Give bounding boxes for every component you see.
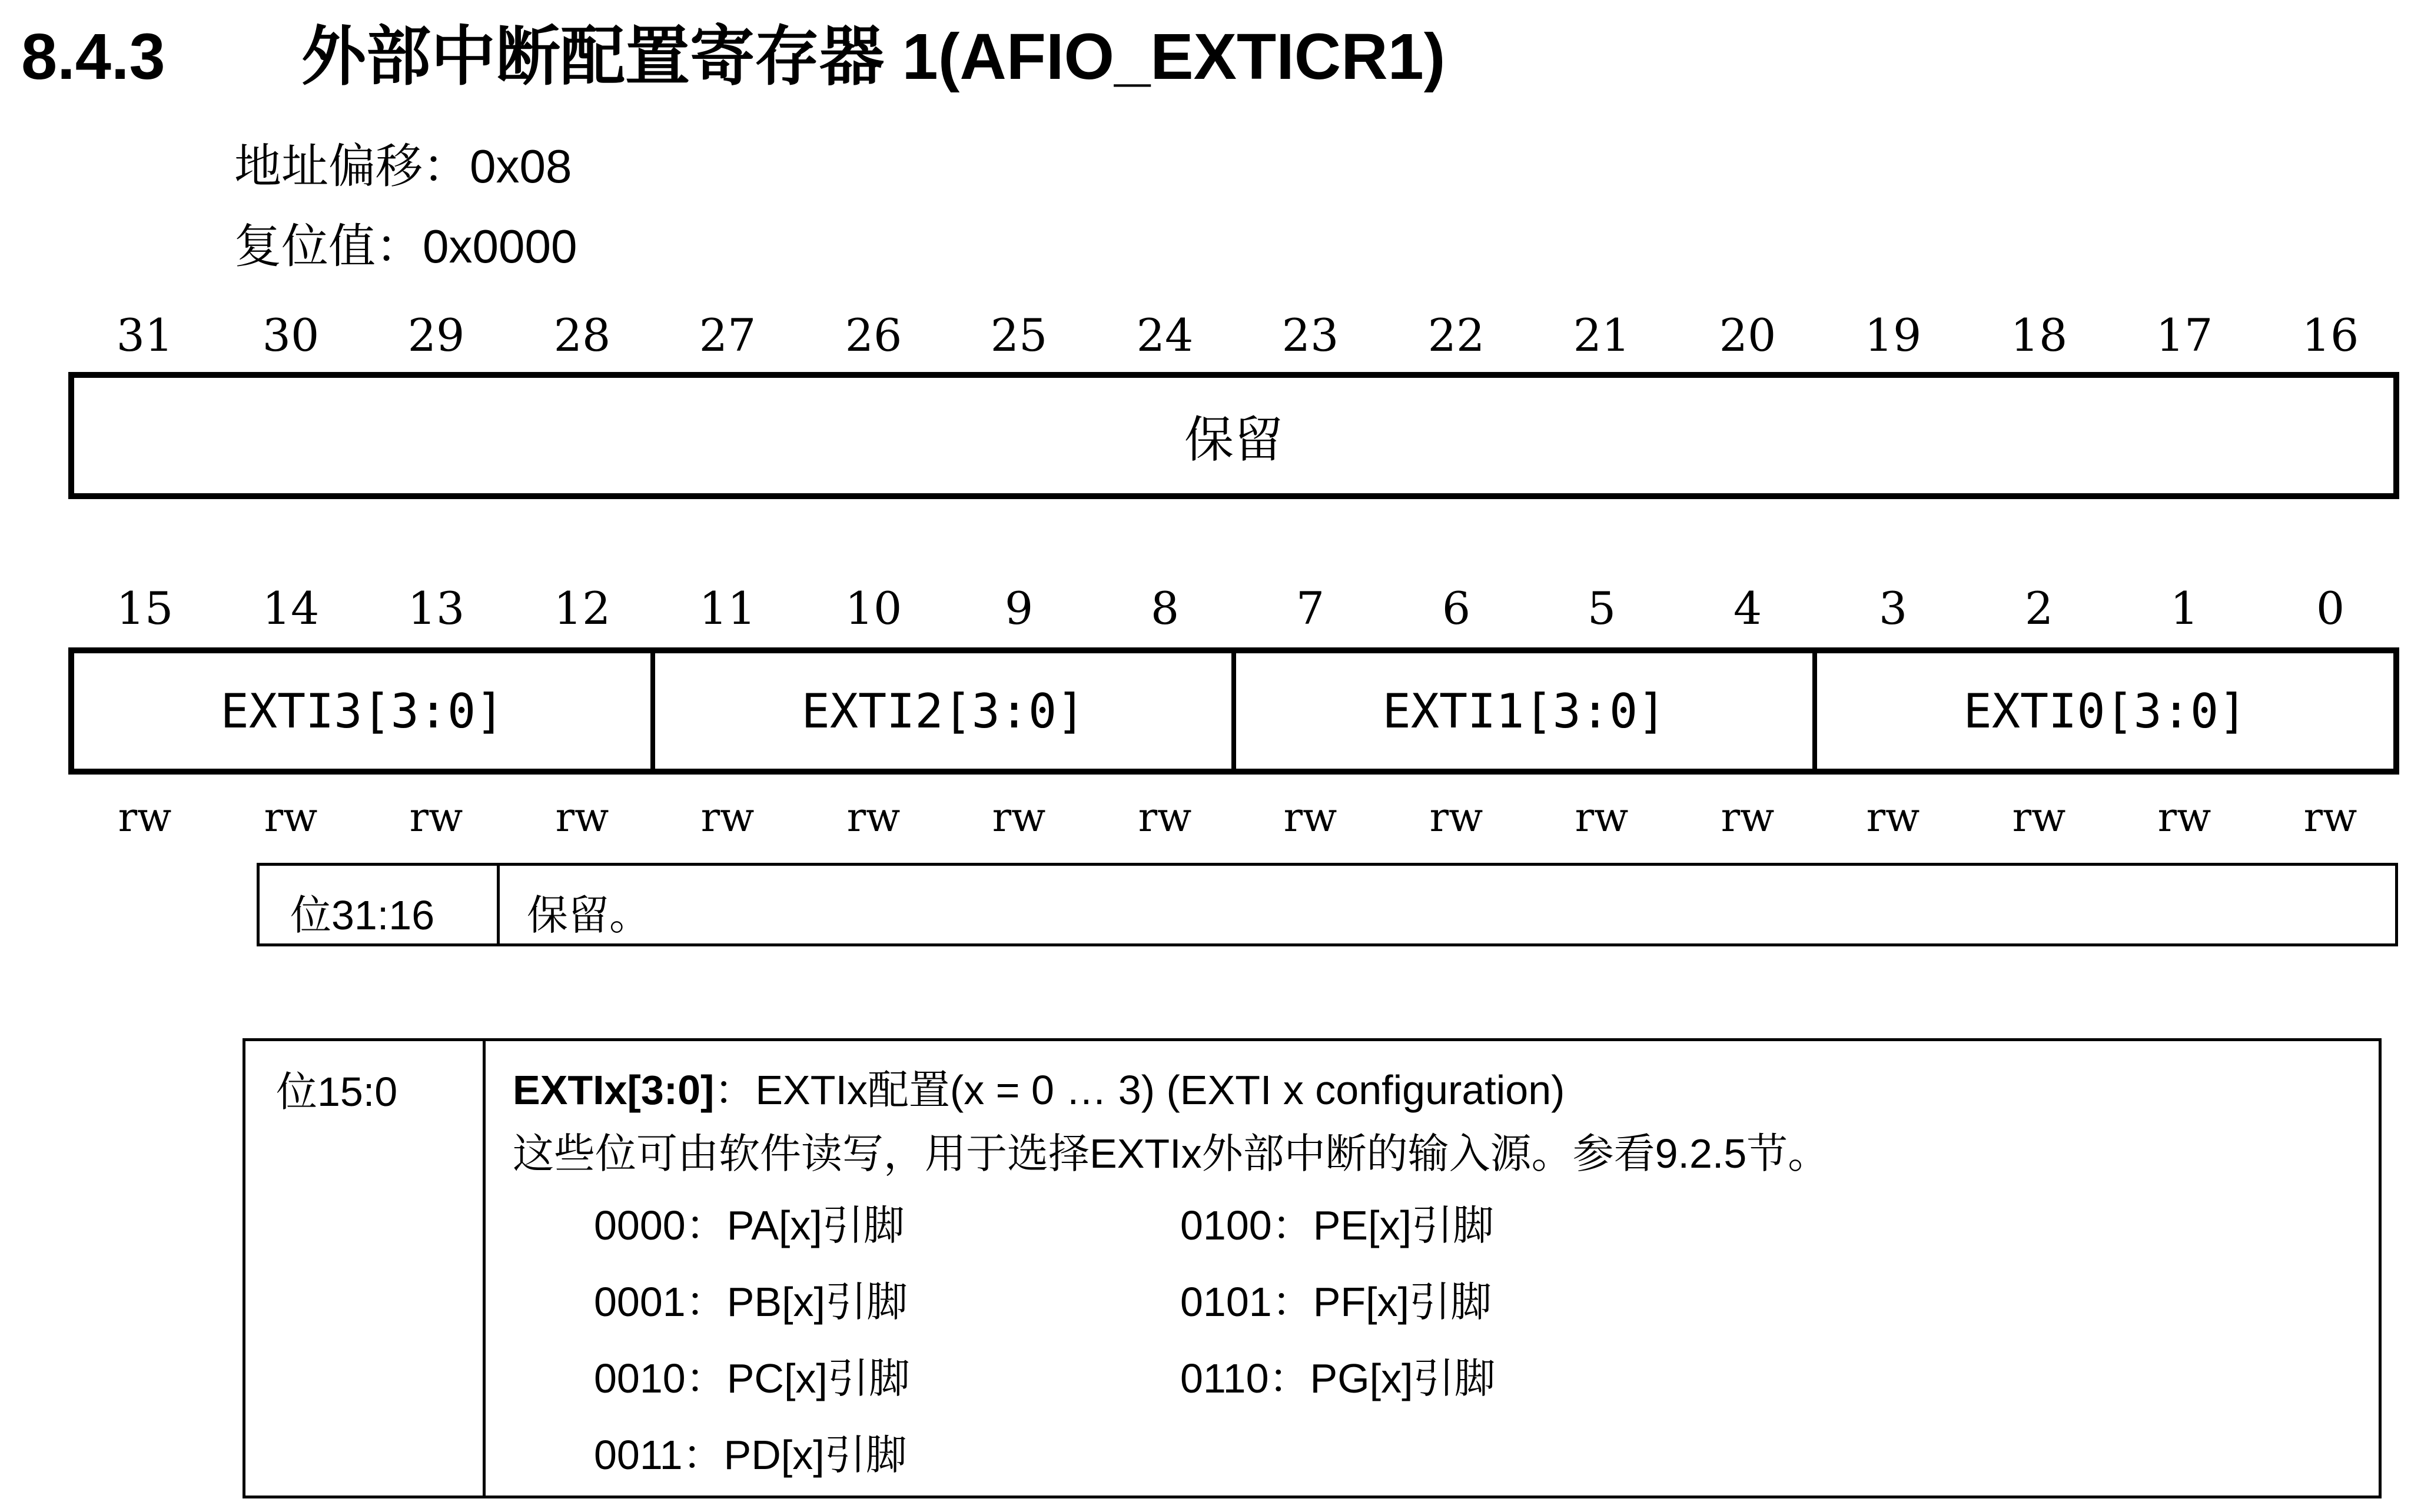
bit-number: 4 <box>1733 582 1762 634</box>
reset-value-label: 复位值： <box>234 219 423 274</box>
access-type: rw <box>1283 795 1337 841</box>
bit-number: 20 <box>1719 309 1776 361</box>
address-offset <box>234 134 572 199</box>
desc-body <box>486 1041 2379 1496</box>
desc-bits-label: 位31:16 <box>260 866 500 943</box>
option-item: 0101：PF[x]引脚 <box>1180 1279 1492 1325</box>
bit-number: 22 <box>1427 309 1485 361</box>
bit-number: 30 <box>262 309 320 361</box>
bit-number: 10 <box>845 582 902 634</box>
access-type-row <box>0 789 2411 848</box>
access-type: rw <box>992 795 1046 841</box>
option-item: 0110：PG[x]引脚 <box>1180 1355 1496 1401</box>
bit-number: 23 <box>1281 309 1339 361</box>
option-list <box>513 1186 2379 1492</box>
bit-number: 11 <box>699 582 756 634</box>
access-type: rw <box>409 795 463 841</box>
option-item: 0000：PA[x]引脚 <box>594 1202 905 1248</box>
access-type: rw <box>1866 795 1920 841</box>
option-item: 0010：PC[x]引脚 <box>594 1355 910 1401</box>
bit-number: 15 <box>116 582 174 634</box>
access-type: rw <box>1575 795 1629 841</box>
access-type: rw <box>2157 795 2211 841</box>
reset-value-value: 0x0000 <box>423 220 577 273</box>
option-item: 0100：PE[x]引脚 <box>1180 1202 1494 1248</box>
access-type: rw <box>846 795 901 841</box>
access-type: rw <box>700 795 755 841</box>
bit-number: 12 <box>553 582 611 634</box>
bit-number: 17 <box>2156 309 2213 361</box>
access-type: rw <box>1429 795 1483 841</box>
register-lower-half <box>68 647 2399 775</box>
bit-number: 14 <box>262 582 320 634</box>
bit-number: 18 <box>2010 309 2068 361</box>
reserved-field: 保留 <box>1184 410 1283 468</box>
register-upper-half <box>68 372 2399 499</box>
access-type: rw <box>1721 795 1775 841</box>
bit-number: 9 <box>1004 582 1034 634</box>
section-number: 8.4.3 <box>21 21 165 93</box>
reserved-bits-description <box>257 863 2398 946</box>
bit-number: 28 <box>553 309 611 361</box>
address-offset-value: 0x08 <box>470 140 572 192</box>
access-type: rw <box>264 795 318 841</box>
bit-number: 7 <box>1296 582 1325 634</box>
field-exti1: EXTI1[3:0] <box>1231 653 1812 769</box>
bit-number: 6 <box>1442 582 1471 634</box>
bit-number: 1 <box>2170 582 2199 634</box>
bit-number: 27 <box>699 309 756 361</box>
bit-number: 0 <box>2316 582 2345 634</box>
bit-number: 13 <box>407 582 465 634</box>
bit-number: 25 <box>990 309 1048 361</box>
desc-text: 保留。 <box>527 891 650 939</box>
lower-bit-number-row <box>0 579 2411 638</box>
access-type: rw <box>118 795 172 841</box>
bit-number: 5 <box>1587 582 1616 634</box>
upper-bit-number-row <box>0 306 2411 365</box>
config-field-title: EXTIx配置(x = 0 … 3) (EXTI x configuration) <box>755 1067 1565 1113</box>
bit-number: 19 <box>1864 309 1922 361</box>
bit-number: 21 <box>1573 309 1630 361</box>
field-exti0: EXTI0[3:0] <box>1812 653 2393 769</box>
config-field-name: EXTIx[3:0] <box>513 1067 715 1113</box>
config-heading <box>513 1059 2379 1121</box>
reset-value <box>234 214 577 279</box>
config-field-separator: ： <box>714 1067 756 1113</box>
desc-bits-label: 位15:0 <box>245 1041 486 1496</box>
bit-number: 24 <box>1136 309 1194 361</box>
field-exti3: EXTI3[3:0] <box>220 683 504 739</box>
access-type: rw <box>2303 795 2357 841</box>
access-type: rw <box>1138 795 1192 841</box>
bit-number: 16 <box>2302 309 2359 361</box>
field-exti2: EXTI2[3:0] <box>650 653 1231 769</box>
bit-number: 31 <box>116 309 174 361</box>
bit-number: 3 <box>1878 582 1908 634</box>
bit-number: 29 <box>407 309 465 361</box>
address-offset-label: 地址偏移： <box>234 139 470 194</box>
section-title: 外部中断配置寄存器 1(AFIO_EXTICR1) <box>301 21 1446 93</box>
bit-number: 8 <box>1150 582 1180 634</box>
access-type: rw <box>555 795 609 841</box>
bit-number: 26 <box>845 309 902 361</box>
option-item: 0011：PD[x]引脚 <box>594 1432 907 1478</box>
bit-number: 2 <box>2024 582 2054 634</box>
option-item: 0001：PB[x]引脚 <box>594 1279 908 1325</box>
exti-config-description <box>243 1038 2382 1498</box>
access-type: rw <box>2012 795 2066 841</box>
config-note: 这些位可由软件读写，用于选择EXTIx外部中断的输入源。参看9.2.5节。 <box>513 1131 1829 1177</box>
